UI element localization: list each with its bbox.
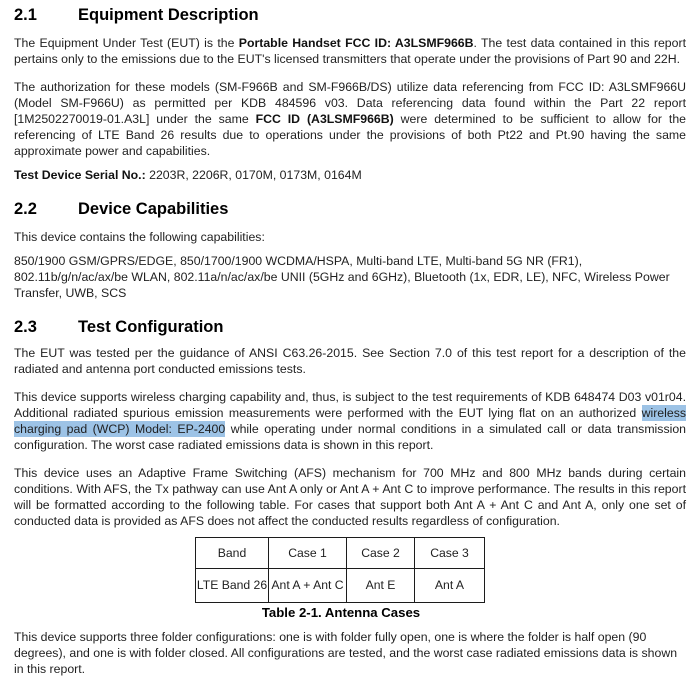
paragraph-text: . The test data contained in this report pertains only to the emissions due to the EUT's licensed transmitters that operate under the provisions of Part 90 and 22H. — [14, 36, 686, 66]
table-cell-case1: Ant A + Ant C — [269, 569, 347, 603]
antenna-cases-table — [195, 537, 485, 603]
antenna-cases-table-block — [195, 537, 487, 621]
report-page — [14, 0, 686, 677]
section-2-1-number: 2.1 — [14, 6, 37, 24]
referenced-fcc-id-bold-text: FCC ID (A3LSMF966B) — [255, 112, 394, 126]
table-caption: Table 2-1. Antenna Cases — [261, 605, 421, 620]
capabilities-list-paragraph: 850/1900 GSM/GPRS/EDGE, 850/1700/1900 WCDMA/HSPA, Multi-band LTE, Multi-band 5G NR (FR1), 802.11b/g/n/ac/ax/be WLAN, 802.11a/n/ac/ax/be UNII (5GHz and 6GHz), Bluetooth (1x, EDR, LE), NFC, Wireless Power Transfer, UWB, SCS — [14, 254, 670, 300]
test-guidance-paragraph: The EUT was tested per the guidance of ANSI C63.26-2015. See Section 7.0 of this test report for a description of the radiated and antenna port conducted emissions tests. — [14, 346, 686, 376]
table-row — [196, 569, 485, 603]
paragraph-text: were determined to be sufficient to allow for the referencing of LTE Band 26 results due to operations under the provisions of both Pt22 and Pt.90 having the same approximate power and capabilities. — [14, 112, 686, 158]
afs-paragraph: This device uses an Adaptive Frame Switching (AFS) mechanism for 700 MHz and 800 MHz bands during certain conditions. With AFS, the Tx pathway can use Ant A only or Ant A + Ant C to improve performance. The results in this report will be formatted according to the following table. For cases that support both Ant A + Ant C and Ant A, only one set of conducted data is provided as AFS does not affect the conducted results regardless of configuration. — [14, 466, 686, 528]
section-2-1-title: Equipment Description — [78, 6, 259, 24]
table-header-case3: Case 3 — [415, 538, 485, 569]
section-2-2-heading — [14, 199, 686, 219]
serial-numbers-line — [14, 167, 686, 183]
section-2-2-title: Device Capabilities — [78, 200, 229, 218]
table-header-row — [196, 538, 485, 569]
section-2-3-heading — [14, 317, 686, 337]
table-header-band: Band — [196, 538, 269, 569]
wireless-charging-pad-highlight: wireless charging pad (WCP) Model: EP-2400 — [14, 406, 686, 436]
table-cell-case3: Ant A — [415, 569, 485, 603]
paragraph-text: This device supports wireless charging capability and, thus, is subject to the test requirements of KDB 648474 D03 v01r04. Additional radiated spurious emission measurements were performed with the EUT lying flat on an authorized — [14, 390, 686, 420]
paragraph-text: while operating under normal conditions in a simulated call or data transmission configuration. The worst case radiated emissions data is shown in this report. — [14, 422, 686, 452]
capabilities-intro-paragraph: This device contains the following capabilities: — [14, 230, 265, 244]
section-2-3-number: 2.3 — [14, 318, 37, 336]
table-header-case2: Case 2 — [347, 538, 415, 569]
table-header-case1: Case 1 — [269, 538, 347, 569]
paragraph-text: The Equipment Under Test (EUT) is the — [14, 36, 239, 50]
authorization-paragraph — [14, 79, 686, 159]
serial-numbers-values: 2203R, 2206R, 0170M, 0173M, 0164M — [145, 168, 362, 182]
folder-configurations-paragraph: This device supports three folder configurations: one is with folder fully open, one is where the folder is half open (90 degrees), and one is with folder closed. All configurations are tested, and the worst case radiated emissions data is shown in this report. — [14, 630, 678, 676]
section-2-3-title: Test Configuration — [78, 318, 224, 336]
wireless-charging-paragraph — [14, 389, 686, 453]
section-2-1-heading — [14, 5, 686, 25]
table-cell-case2: Ant E — [347, 569, 415, 603]
eut-fcc-id-bold-text: Portable Handset FCC ID: A3LSMF966B — [238, 36, 474, 50]
eut-description-paragraph — [14, 35, 686, 67]
paragraph-text: The authorization for these models (SM-F966B and SM-F966B/DS) utilize data referencing from FCC ID: A3LSMF966U (Model SM-F966U) as permitted per KDB 484596 v03. Data referencing data found within the Part 22 report [1M2502270019-01.A3L] under the same — [14, 80, 686, 126]
serial-numbers-label: Test Device Serial No.: — [14, 168, 146, 182]
section-2-2-number: 2.2 — [14, 200, 37, 218]
table-cell-band: LTE Band 26 — [196, 569, 269, 603]
